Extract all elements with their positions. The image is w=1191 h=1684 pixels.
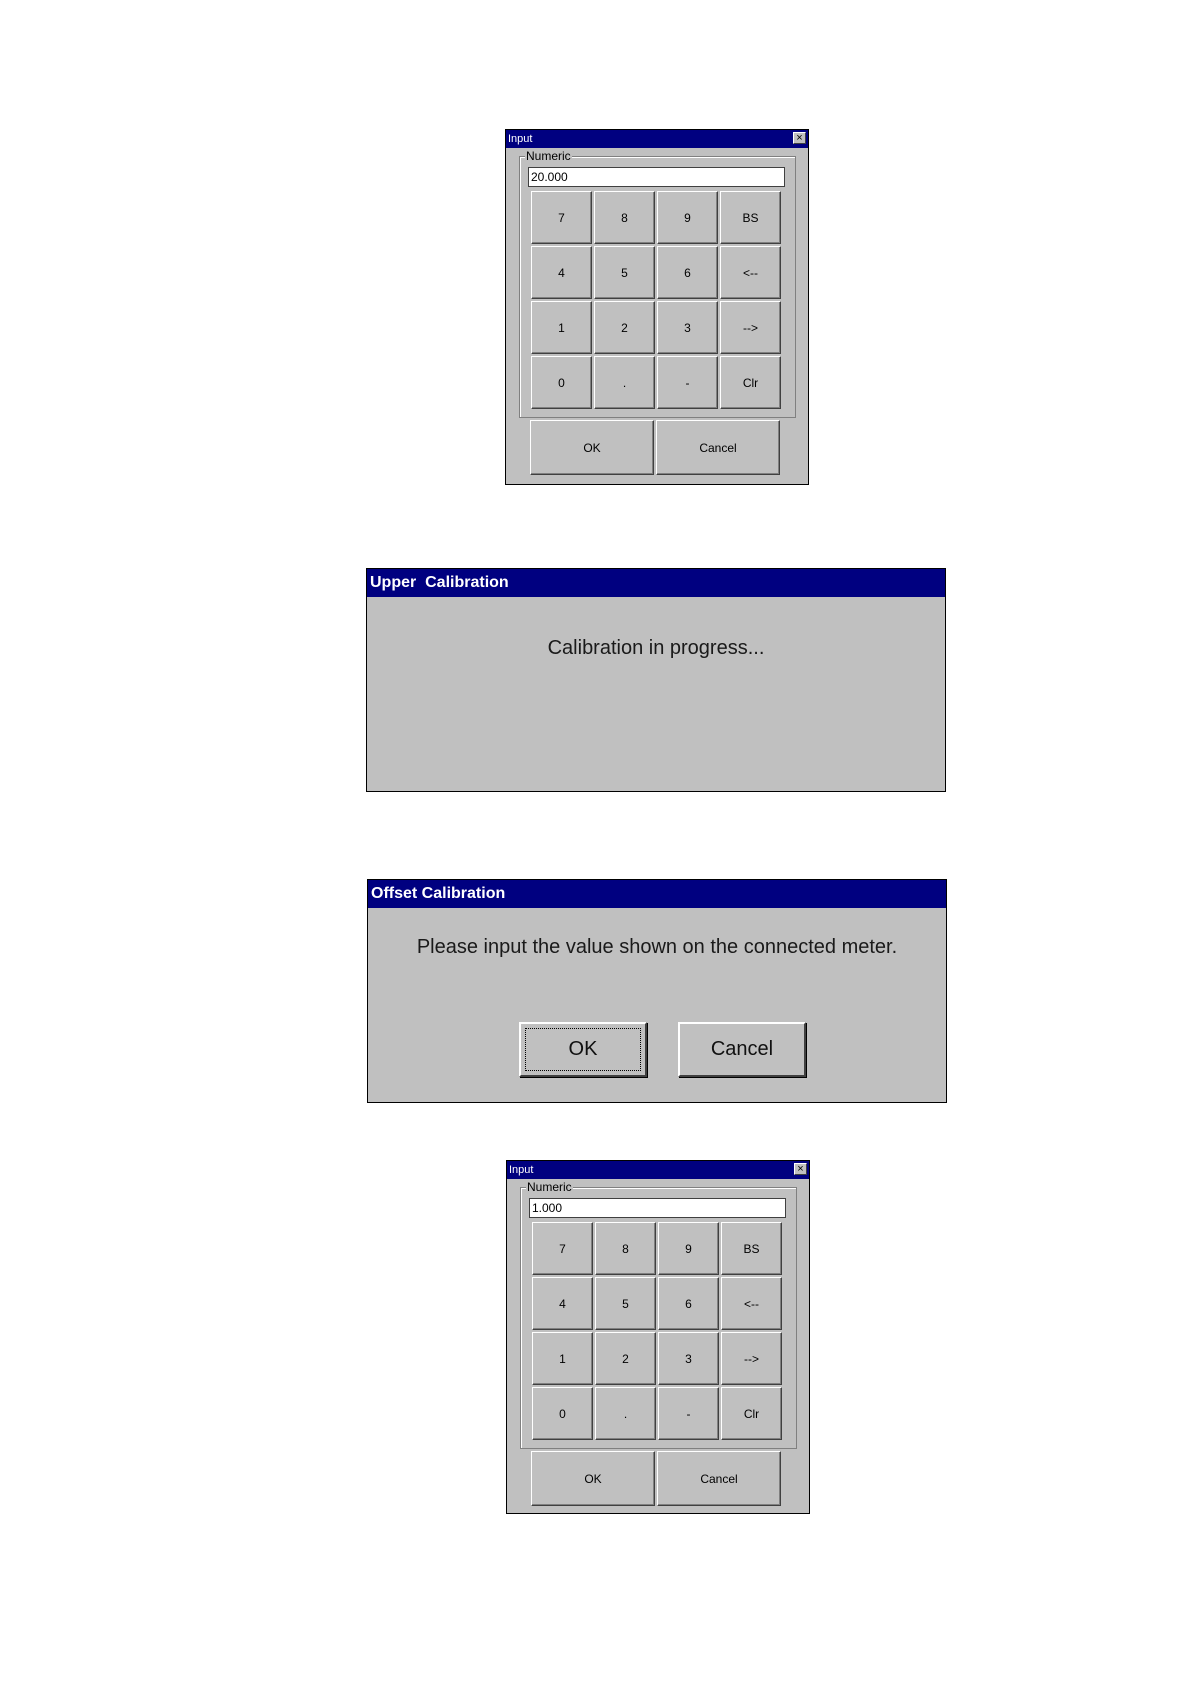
- cursor-right-button[interactable]: -->: [721, 1332, 782, 1385]
- key-7[interactable]: 7: [532, 1222, 593, 1275]
- key-9[interactable]: 9: [657, 191, 718, 244]
- key-8[interactable]: 8: [594, 191, 655, 244]
- title-bar[interactable]: [506, 130, 808, 148]
- key-9[interactable]: 9: [658, 1222, 719, 1275]
- dialog-title: Input: [509, 1164, 534, 1176]
- progress-message: Calibration in progress...: [547, 637, 765, 659]
- group-label: Numeric: [526, 149, 571, 163]
- input-dialog: [506, 1160, 810, 1514]
- backspace-button[interactable]: BS: [721, 1222, 782, 1275]
- cancel-button[interactable]: Cancel: [657, 1451, 781, 1506]
- key-minus[interactable]: -: [658, 1387, 719, 1440]
- key-7[interactable]: 7: [531, 191, 592, 244]
- key-decimal[interactable]: .: [594, 356, 655, 409]
- key-3[interactable]: 3: [657, 301, 718, 354]
- offset-calibration-dialog: [367, 879, 947, 1103]
- key-0[interactable]: 0: [532, 1387, 593, 1440]
- key-1[interactable]: 1: [531, 301, 592, 354]
- numeric-group: [519, 149, 796, 418]
- key-4[interactable]: 4: [531, 246, 592, 299]
- cancel-button[interactable]: Cancel: [678, 1022, 806, 1077]
- key-4[interactable]: 4: [532, 1277, 593, 1330]
- cancel-button[interactable]: Cancel: [656, 420, 780, 475]
- key-6[interactable]: 6: [657, 246, 718, 299]
- key-minus[interactable]: -: [657, 356, 718, 409]
- backspace-button[interactable]: BS: [720, 191, 781, 244]
- key-1[interactable]: 1: [532, 1332, 593, 1385]
- key-0[interactable]: 0: [531, 356, 592, 409]
- key-5[interactable]: 5: [595, 1277, 656, 1330]
- clear-button[interactable]: Clr: [721, 1387, 782, 1440]
- cursor-left-button[interactable]: <--: [721, 1277, 782, 1330]
- clear-button[interactable]: Clr: [720, 356, 781, 409]
- key-3[interactable]: 3: [658, 1332, 719, 1385]
- key-6[interactable]: 6: [658, 1277, 719, 1330]
- dialog-buttons: [530, 420, 780, 475]
- keypad: [531, 191, 781, 409]
- value-input[interactable]: 1.000: [529, 1198, 786, 1218]
- dialog-buttons: [531, 1451, 781, 1506]
- key-2[interactable]: 2: [595, 1332, 656, 1385]
- numeric-group: [520, 1180, 797, 1449]
- cursor-left-button[interactable]: <--: [720, 246, 781, 299]
- title-bar[interactable]: Upper Calibration: [367, 569, 945, 597]
- group-label: Numeric: [527, 1180, 572, 1194]
- key-2[interactable]: 2: [594, 301, 655, 354]
- dialog-title: Input: [508, 133, 533, 145]
- key-decimal[interactable]: .: [595, 1387, 656, 1440]
- ok-button[interactable]: OK: [530, 420, 654, 475]
- ok-button[interactable]: OK: [531, 1451, 655, 1506]
- instruction-message: Please input the value shown on the connected meter.: [416, 936, 898, 958]
- keypad: [532, 1222, 782, 1440]
- key-5[interactable]: 5: [594, 246, 655, 299]
- cursor-right-button[interactable]: -->: [720, 301, 781, 354]
- value-input[interactable]: 20.000: [528, 167, 785, 187]
- close-icon[interactable]: ×: [793, 132, 806, 144]
- key-8[interactable]: 8: [595, 1222, 656, 1275]
- close-icon[interactable]: ×: [794, 1163, 807, 1175]
- ok-button[interactable]: OK: [519, 1022, 647, 1077]
- input-dialog: [505, 129, 809, 485]
- title-bar[interactable]: [507, 1161, 809, 1179]
- title-bar[interactable]: Offset Calibration: [368, 880, 946, 908]
- upper-calibration-dialog: [366, 568, 946, 792]
